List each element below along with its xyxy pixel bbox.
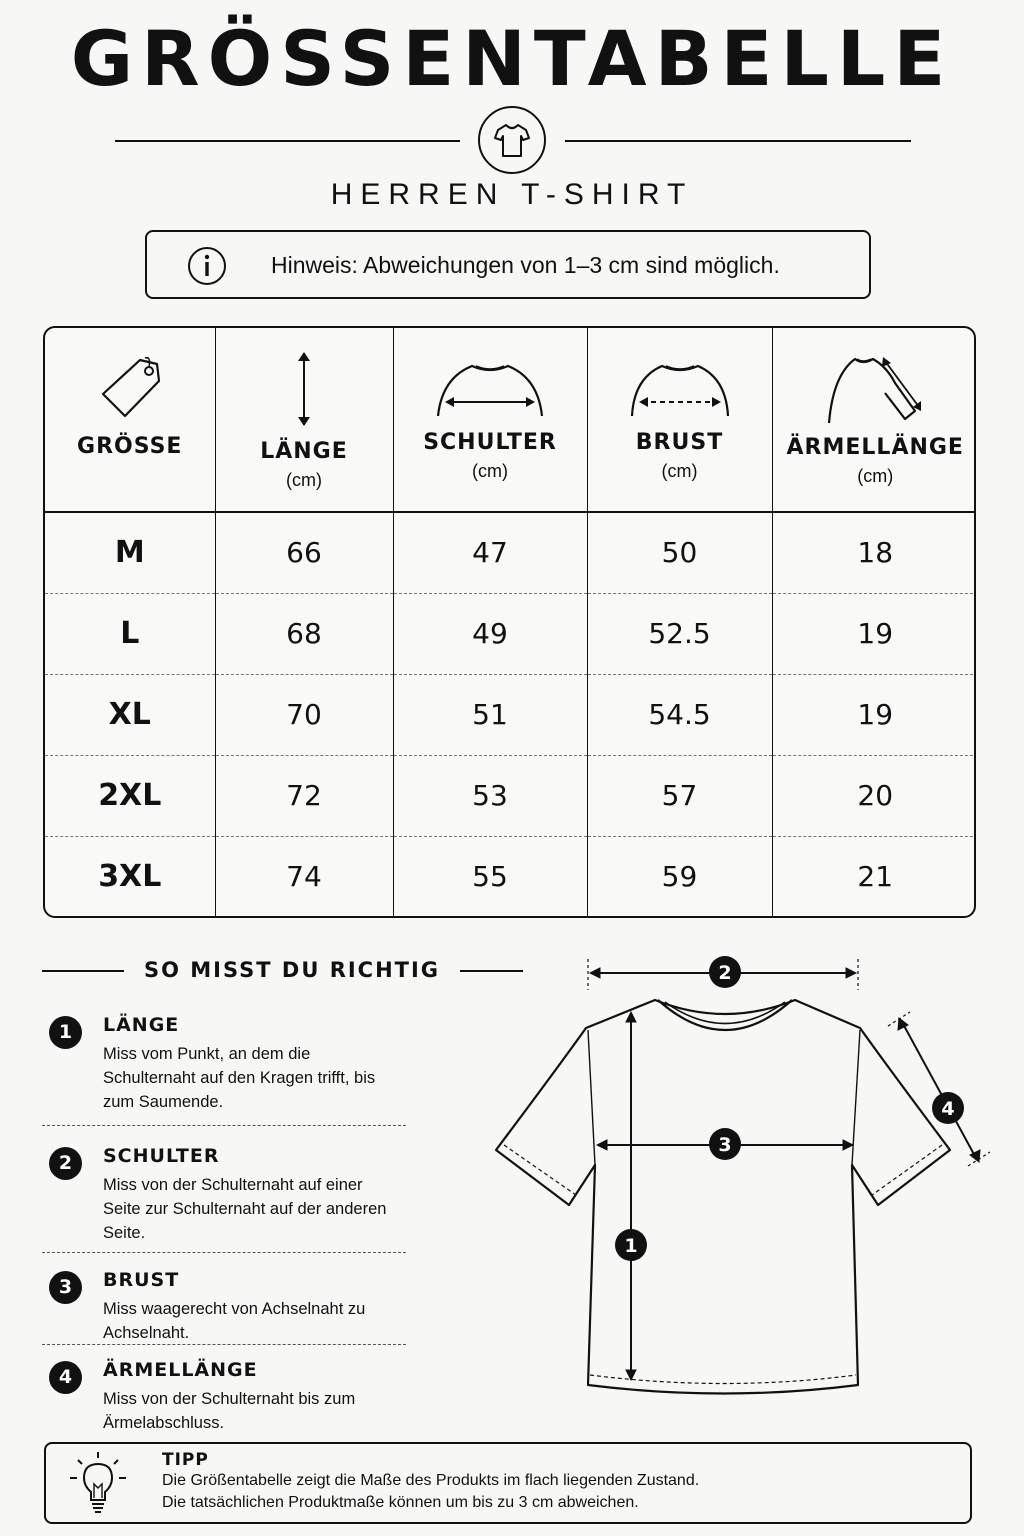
step-title: ÄRMELLÄNGE (103, 1359, 258, 1381)
title-divider-right (565, 140, 911, 142)
hint-text: Hinweis: Abweichungen von 1–3 cm sind möglich. (271, 252, 780, 278)
shoulder-cell: 49 (393, 593, 587, 674)
tshirt-icon (492, 120, 532, 160)
page-title: GRÖSSENTABELLE (70, 14, 954, 103)
shoulder-cell: 47 (393, 512, 587, 593)
column-label: BRUST (635, 429, 724, 455)
title-divider-left (115, 140, 460, 142)
step-description: Miss von der Schulternaht bis zum Ärmelabschluss. (103, 1390, 356, 1432)
marker-2 (709, 956, 741, 988)
step-number-badge: 2 (49, 1147, 82, 1180)
chest-cell: 50 (587, 512, 772, 593)
step-number-badge: 4 (49, 1361, 82, 1394)
shoulder-cell: 51 (393, 674, 587, 755)
marker-4 (932, 1092, 964, 1124)
sleeve-cell: 18 (857, 536, 894, 570)
chest-cell: 59 (587, 836, 772, 917)
sleeve-cell: 19 (772, 593, 976, 674)
length-cell: 66 (215, 512, 393, 593)
length-cell: 68 (215, 593, 393, 674)
tip-line-1: Die Größentabelle zeigt die Maße des Produkts im flach liegenden Zustand. (162, 1472, 700, 1489)
step-divider (42, 1252, 406, 1253)
size-table (43, 326, 976, 918)
vertical-arrow-icon (289, 349, 319, 429)
table-row (45, 593, 976, 674)
size-cell: L (45, 593, 215, 674)
column-unit: (cm) (472, 460, 508, 481)
column-label: ÄRMELLÄNGE (786, 434, 964, 460)
table-row (45, 674, 976, 755)
shoulder-cell: 55 (393, 836, 587, 917)
shoulder-measure-icon (434, 358, 546, 420)
size-cell: M (45, 512, 215, 593)
info-icon (187, 246, 227, 286)
lightbulb-icon (68, 1450, 128, 1518)
howto-title: SO MISST DU RICHTIG (143, 958, 441, 982)
marker-2-label: 2 (718, 962, 732, 984)
column-header-chest (587, 328, 772, 512)
sleeve-cell: 20 (772, 755, 976, 836)
step-number-badge: 1 (49, 1016, 82, 1049)
size-cell: XL (45, 674, 215, 755)
step-divider (42, 1344, 406, 1345)
chest-measure-icon (628, 358, 732, 420)
size-cell: 2XL (45, 755, 215, 836)
marker-3-label: 3 (718, 1134, 732, 1156)
tshirt-measurement-diagram (490, 950, 1000, 1410)
shoulder-cell: 53 (393, 755, 587, 836)
chest-cell: 52.5 (587, 593, 772, 674)
column-unit (45, 465, 215, 486)
column-header-length (215, 328, 393, 512)
column-unit: (cm) (661, 460, 698, 481)
table-row (45, 755, 976, 836)
tip-box (44, 1442, 972, 1524)
column-label: LÄNGE (260, 438, 348, 464)
marker-1 (615, 1229, 647, 1261)
tip-title: TIPP (162, 1450, 209, 1470)
column-header-sleeve (772, 328, 976, 512)
step-divider (42, 1125, 406, 1126)
step-title: SCHULTER (103, 1145, 220, 1167)
tshirt-badge (478, 106, 546, 174)
table-row (45, 512, 976, 593)
sleeve-measure-icon (825, 353, 925, 425)
column-header-size (45, 328, 215, 512)
length-cell: 74 (215, 836, 393, 917)
marker-3 (709, 1128, 741, 1160)
howto-divider-left (42, 970, 124, 972)
length-cell: 70 (215, 674, 393, 755)
sleeve-cell: 21 (772, 836, 976, 917)
size-cell: 3XL (45, 836, 215, 917)
chest-cell: 57 (587, 755, 772, 836)
tip-line-2: Die tatsächlichen Produktmaße können um bis zu 3 cm abweichen. (162, 1494, 639, 1511)
table-header-row (45, 328, 976, 512)
table-row (45, 836, 976, 917)
step-title: LÄNGE (103, 1014, 180, 1036)
length-measure-line (626, 1012, 636, 1380)
step-description: Miss waagerecht von Achselnaht zu Achselnaht. (103, 1300, 366, 1342)
marker-4-label: 4 (941, 1098, 955, 1120)
page-subtitle: HERREN T-SHIRT (330, 178, 694, 211)
hint-box (145, 230, 871, 299)
marker-1-label: 1 (624, 1235, 638, 1257)
chest-cell: 54.5 (587, 674, 772, 755)
step-description: Miss von der Schulternaht auf einer Seite zur Schulternaht auf der anderen Seite. (103, 1176, 387, 1242)
step-number-badge: 3 (49, 1271, 82, 1304)
step-description: Miss vom Punkt, an dem die Schulternaht auf den Kragen trifft, bis zum Saumende. (103, 1045, 376, 1111)
step-title: BRUST (103, 1269, 180, 1291)
column-label: GRÖSSE (77, 433, 183, 459)
column-unit: (cm) (857, 465, 894, 486)
length-cell: 72 (215, 755, 393, 836)
column-unit: (cm) (286, 469, 322, 490)
tag-icon (95, 354, 165, 424)
column-label: SCHULTER (423, 429, 557, 455)
column-header-shoulder (393, 328, 587, 512)
sleeve-cell: 19 (772, 674, 976, 755)
tshirt-outline (496, 1000, 950, 1394)
